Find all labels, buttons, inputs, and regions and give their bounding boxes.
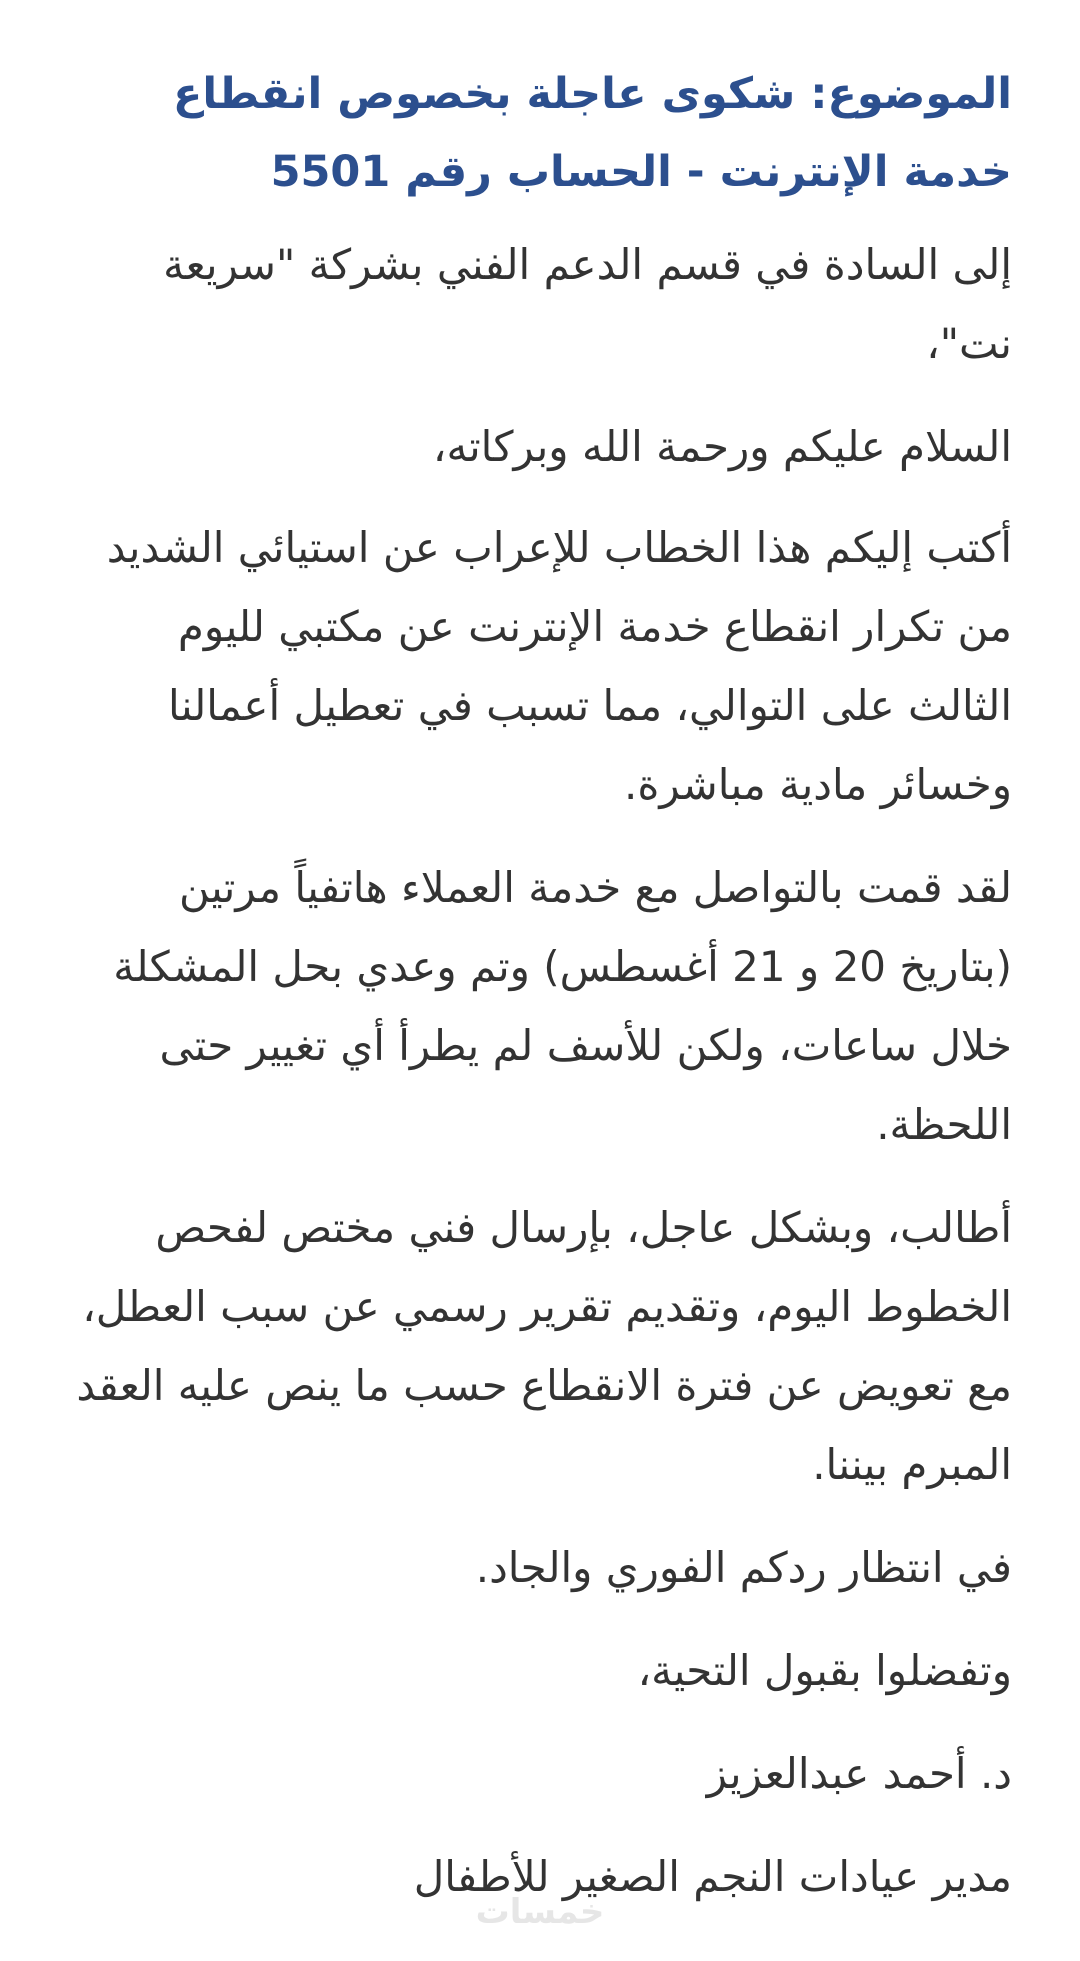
letter-paragraph-1: أكتب إليكم هذا الخطاب للإعراب عن استيائي الشديد من تكرار انقطاع خدمة الإنترنت عن مكتبي لليوم الثالث على التوالي، مما تسبب في تعطيل أعمالنا وخسائر مادية مباشرة. [106, 523, 1012, 809]
letter-subject: الموضوع: شكوى عاجلة بخصوص انقطاع خدمة الإنترنت - الحساب رقم 5501 [173, 69, 1012, 197]
watermark-logo: خمسات [475, 1892, 605, 1932]
letter-closing-1: في انتظار ردكم الفوري والجاد. [475, 1543, 1012, 1592]
letter-closing-2: وتفضلوا بقبول التحية، [637, 1646, 1012, 1695]
signature-title: مدير عيادات النجم الصغير للأطفال [413, 1852, 1012, 1901]
letter-greeting: السلام عليكم ورحمة الله وبركاته، [432, 422, 1012, 471]
letter-paragraph-2: لقد قمت بالتواصل مع خدمة العملاء هاتفياً مرتين (بتاريخ 20 و 21 أغسطس) وتم وعدي بحل المشكلة خلال ساعات، ولكن للأسف لم يطرأ أي تغيير حتى اللحظة. [113, 863, 1012, 1149]
letter-salutation: إلى السادة في قسم الدعم الفني بشركة "سريعة نت"، [163, 240, 1012, 368]
letter-paragraph-3: أطالب، وبشكل عاجل، بإرسال فني مختص لفحص الخطوط اليوم، وتقديم تقرير رسمي عن سبب العطل، مع تعويض عن فترة الانقطاع حسب ما ينص عليه العقد المبرم بيننا. [76, 1203, 1012, 1489]
signature-name: د. أحمد عبدالعزيز [706, 1749, 1012, 1798]
